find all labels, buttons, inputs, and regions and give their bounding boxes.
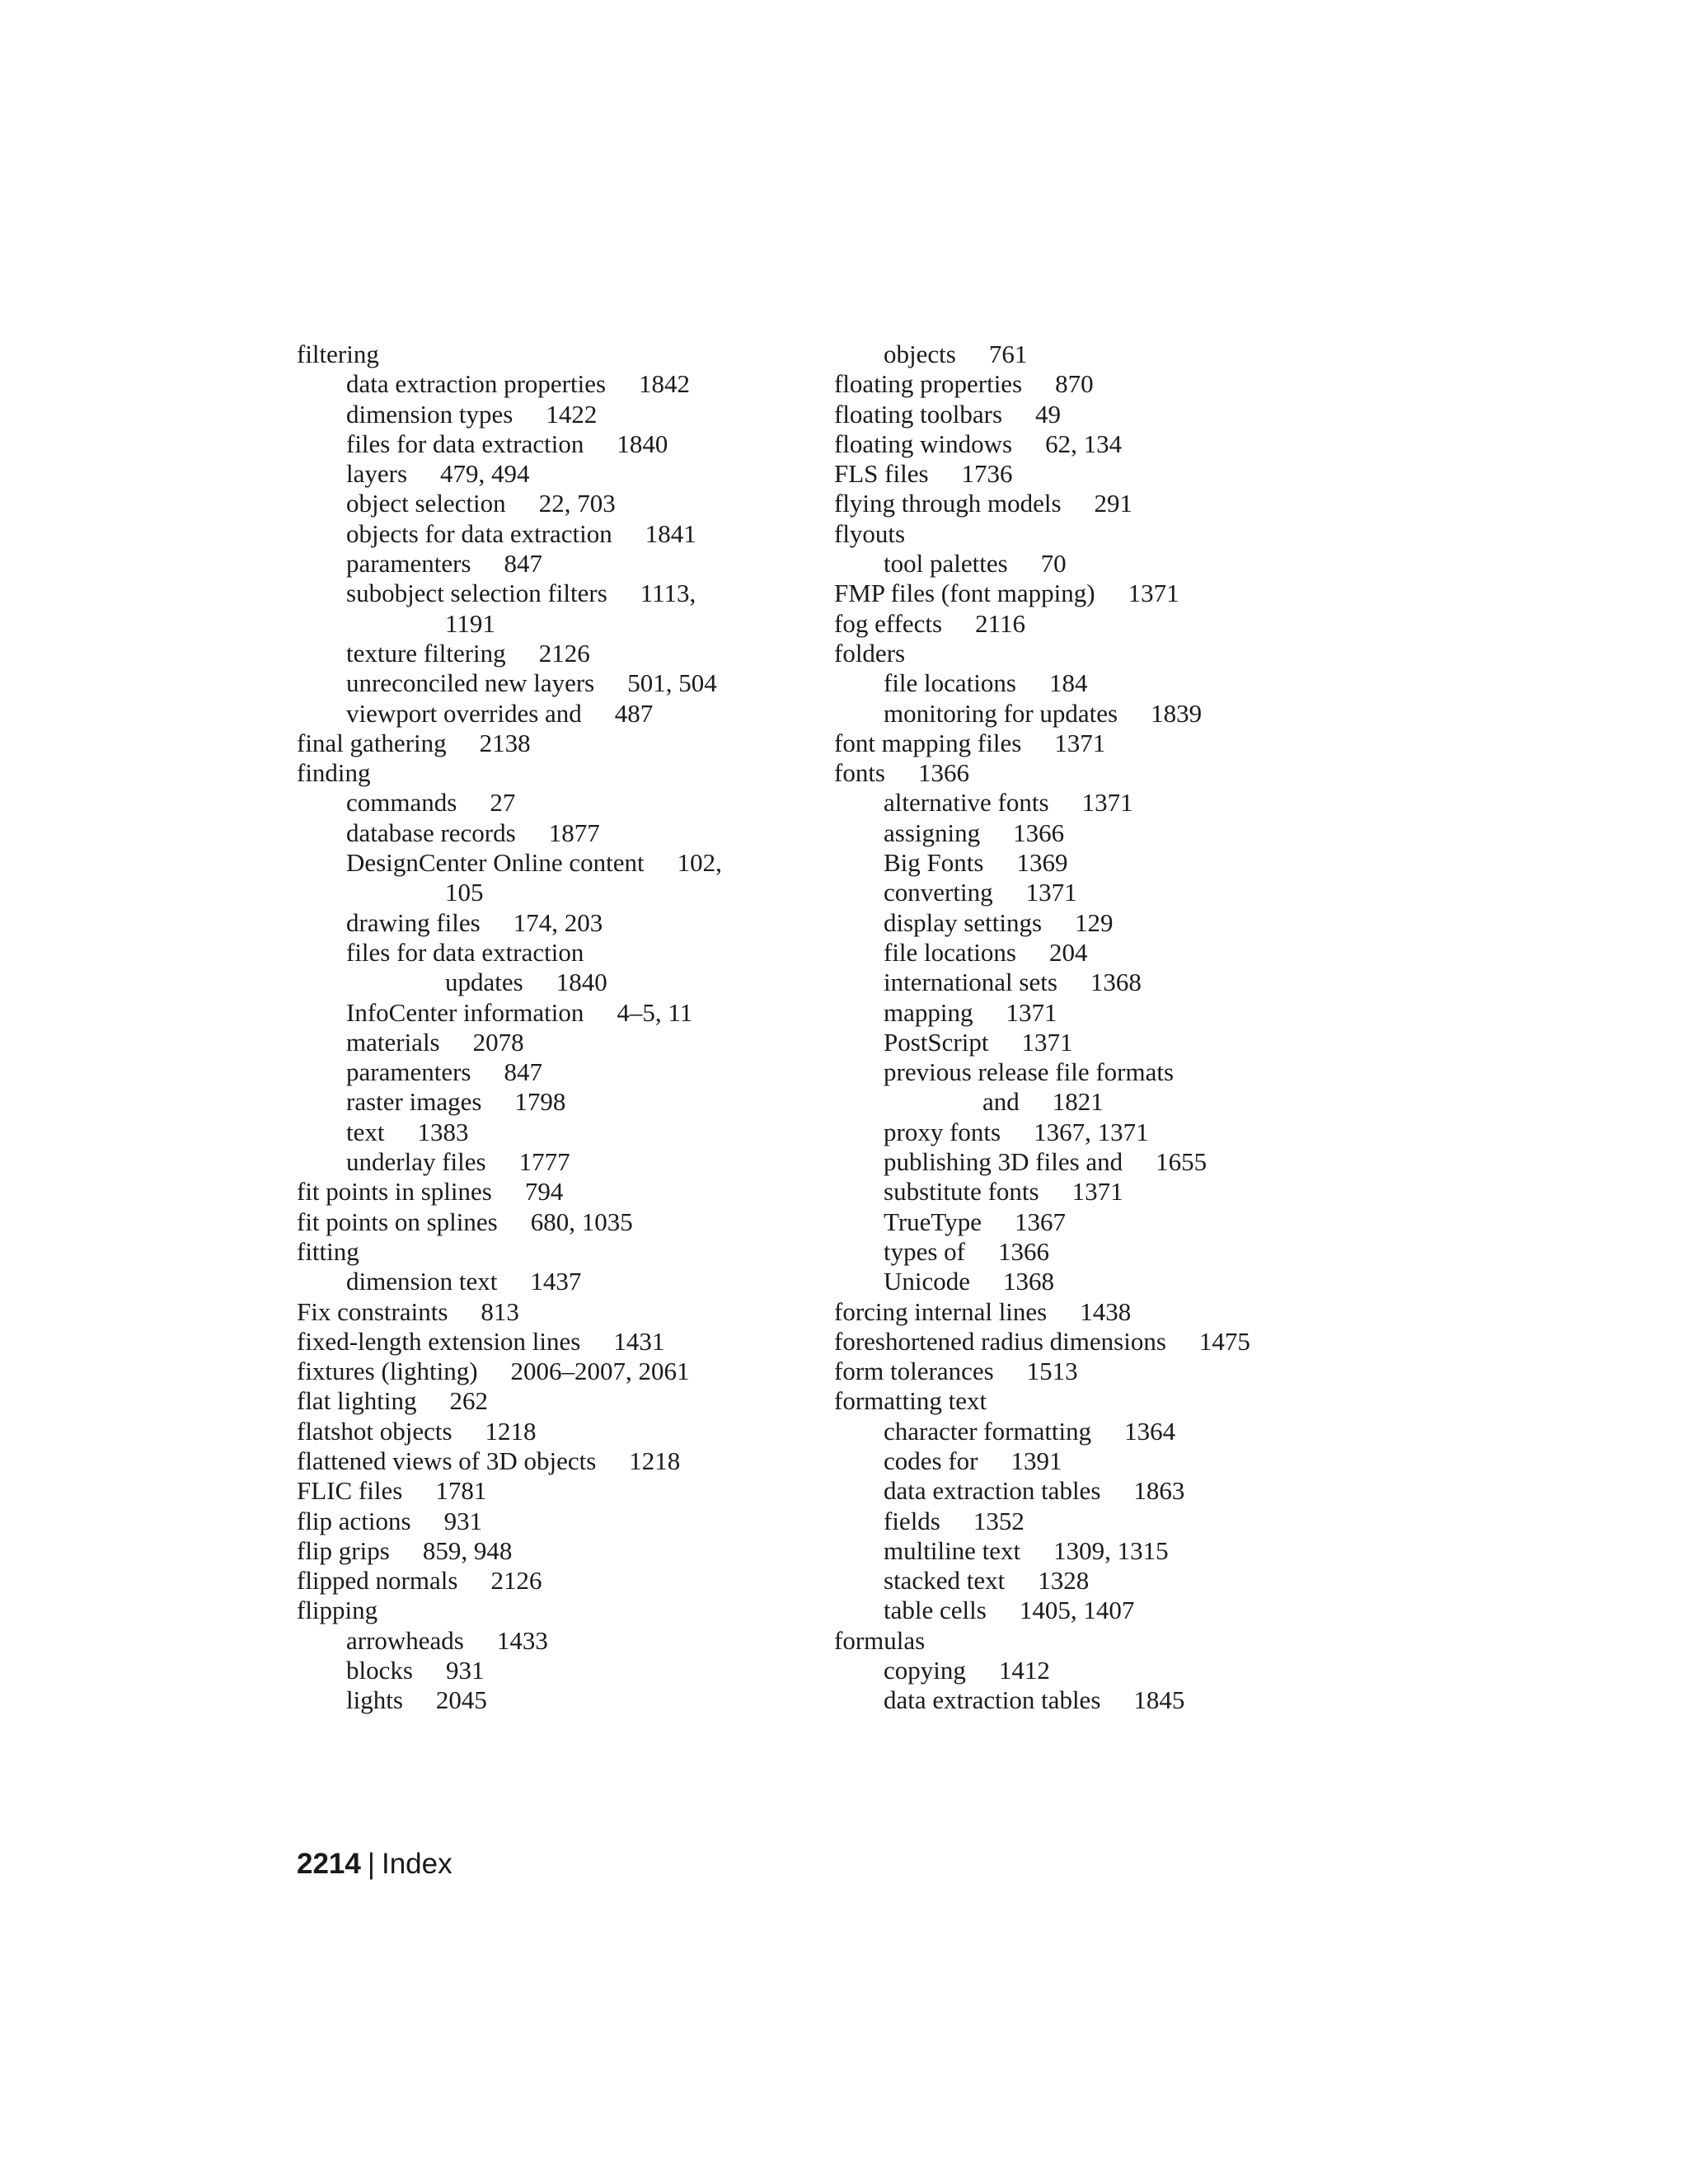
index-term: Unicode [884, 1267, 971, 1296]
index-page-refs: 870 [1055, 369, 1094, 399]
index-term: fields [884, 1506, 940, 1535]
index-term: fixtures (lighting) [297, 1357, 478, 1386]
index-term: monitoring for updates [884, 698, 1118, 728]
index-term: FLS files [834, 459, 929, 489]
index-entry [834, 788, 1370, 818]
index-entry [297, 400, 791, 429]
index-page-refs: 2138 [479, 728, 531, 757]
index-entry [297, 729, 791, 758]
index-term: multiline text [884, 1535, 1021, 1565]
index-entry [834, 968, 1370, 997]
index-page-refs: 931 [443, 1506, 483, 1535]
index-page-refs: 1842 [639, 369, 691, 399]
index-term: flying through models [834, 489, 1062, 518]
index-page-refs: 1368 [1003, 1267, 1055, 1296]
index-term: updates [445, 968, 523, 997]
index-entry [834, 1507, 1370, 1536]
index-column-right [834, 340, 1370, 1716]
index-page-refs: 1798 [514, 1087, 566, 1117]
index-page-refs: 1781 [435, 1476, 487, 1506]
index-term: viewport overrides and [346, 698, 582, 728]
index-term: underlay files [346, 1147, 486, 1177]
index-term: converting [884, 878, 993, 907]
index-page-refs: 291 [1094, 489, 1133, 518]
index-page-refs: 1405, 1407 [1019, 1596, 1135, 1625]
index-term: text [346, 1117, 385, 1146]
index-page-refs: 27 [490, 788, 516, 818]
index-page-refs: 1736 [961, 459, 1013, 489]
index-entry [297, 519, 791, 549]
index-page-refs: 2045 [435, 1685, 487, 1715]
index-term: DesignCenter Online content [346, 848, 645, 878]
index-page-refs: 1433 [496, 1625, 548, 1655]
index-term: object selection [346, 489, 506, 518]
index-page-refs: 2006–2007, 2061 [510, 1357, 690, 1386]
index-entry [834, 1566, 1370, 1596]
index-page-refs: 262 [449, 1386, 489, 1416]
index-term: file locations [884, 937, 1016, 967]
index-page-refs: 1113, [640, 579, 696, 608]
index-entry [834, 1237, 1370, 1267]
index-entry [297, 818, 791, 848]
index-entry [297, 340, 791, 369]
index-page-refs: 1371 [1054, 728, 1106, 757]
index-entry [834, 1626, 1370, 1656]
page-footer [297, 1848, 452, 1881]
index-term: alternative fonts [884, 788, 1049, 818]
index-term: commands [346, 788, 457, 818]
index-page-refs: 2078 [472, 1027, 524, 1057]
index-term: PostScript [884, 1027, 989, 1057]
index-entry [834, 699, 1370, 729]
index-entry [297, 459, 791, 489]
index-entry [834, 1177, 1370, 1207]
index-page-refs: 1839 [1151, 698, 1203, 728]
index-page-refs: 1367, 1371 [1034, 1117, 1149, 1146]
index-entry [297, 1685, 791, 1715]
index-page-refs: 1191 [445, 608, 495, 638]
index-entry [297, 1327, 791, 1357]
index-page-refs: 1513 [1026, 1357, 1078, 1386]
index-term: dimension types [346, 399, 513, 429]
index-page-refs: 22, 703 [538, 489, 616, 518]
index-page-refs: 1438 [1080, 1296, 1132, 1326]
index-term: dimension text [346, 1267, 498, 1296]
index-page-refs: 1863 [1133, 1476, 1185, 1506]
index-term: Big Fonts [884, 848, 984, 878]
index-page-refs: 1218 [485, 1416, 537, 1446]
index-entry [834, 1147, 1370, 1177]
index-term: data extraction tables [884, 1685, 1101, 1715]
index-term: file locations [884, 668, 1016, 698]
index-term: flattened views of 3D objects [297, 1446, 597, 1475]
index-term: fit points on splines [297, 1207, 498, 1236]
index-page-refs: 1412 [998, 1656, 1050, 1685]
index-term: copying [884, 1656, 966, 1685]
index-term: and [982, 1087, 1020, 1117]
index-term: FMP files (font mapping) [834, 579, 1095, 608]
index-entry [297, 1267, 791, 1296]
index-entry [297, 1087, 791, 1117]
index-page-refs: 1367 [1014, 1207, 1066, 1236]
index-term: unreconciled new layers [346, 668, 595, 698]
index-page-refs: 102, [677, 848, 722, 878]
index-page-refs: 1845 [1133, 1685, 1185, 1715]
index-page-refs: 1309, 1315 [1053, 1535, 1169, 1565]
index-entry [834, 1207, 1370, 1237]
index-entry [834, 369, 1370, 399]
index-term: TrueType [884, 1207, 982, 1236]
index-entry [297, 1057, 791, 1087]
index-entry [834, 459, 1370, 489]
index-entry [297, 609, 791, 639]
index-entry [297, 788, 791, 818]
index-page-refs: 859, 948 [422, 1535, 513, 1565]
index-term: assigning [884, 818, 981, 847]
index-term: materials [346, 1027, 440, 1057]
index-term: folders [834, 638, 906, 668]
index-entry [834, 1087, 1370, 1117]
index-entry [834, 1446, 1370, 1476]
index-page-refs: 49 [1035, 399, 1062, 429]
index-term: publishing 3D files and [884, 1147, 1123, 1177]
index-entry [297, 1177, 791, 1207]
index-entry [297, 758, 791, 788]
index-page-refs: 1371 [1025, 878, 1077, 907]
index-term: codes for [884, 1446, 978, 1475]
index-term: final gathering [297, 728, 447, 757]
index-page-refs: 1218 [629, 1446, 681, 1475]
index-term: proxy fonts [884, 1117, 1001, 1146]
index-term: files for data extraction [346, 429, 584, 458]
index-entry [834, 1536, 1370, 1566]
index-page-refs: 1655 [1156, 1147, 1207, 1177]
index-page-refs: 680, 1035 [530, 1207, 633, 1236]
index-entry [834, 758, 1370, 788]
index-term: flatshot objects [297, 1416, 452, 1446]
index-page-refs: 1431 [613, 1326, 665, 1356]
index-entry [297, 908, 791, 938]
index-entry [297, 1147, 791, 1177]
index-term: table cells [884, 1596, 987, 1625]
index-term: objects [884, 340, 956, 368]
index-entry [834, 340, 1370, 369]
index-page-refs: 1368 [1090, 968, 1142, 997]
index-column-left [297, 340, 791, 1716]
index-term: InfoCenter information [346, 997, 584, 1027]
index-term: objects for data extraction [346, 518, 612, 548]
index-term: substitute fonts [884, 1177, 1039, 1207]
index-term: drawing files [346, 907, 481, 937]
index-page-refs: 847 [504, 1057, 542, 1087]
index-entry [834, 729, 1370, 758]
index-term: fonts [834, 758, 885, 788]
index-term: fitting [297, 1236, 359, 1266]
index-entry [297, 1566, 791, 1596]
index-term: FLIC files [297, 1476, 403, 1506]
index-entry [297, 489, 791, 518]
index-term: layers [346, 459, 408, 489]
index-page-refs: 761 [988, 340, 1028, 368]
index-term: database records [346, 818, 516, 847]
index-page-refs: 1371 [1081, 788, 1133, 818]
index-term: formatting text [834, 1386, 987, 1416]
index-page-refs: 204 [1048, 937, 1088, 967]
index-page-refs: 1391 [1010, 1446, 1062, 1475]
index-entry [834, 1596, 1370, 1625]
index-term: raster images [346, 1087, 482, 1117]
index-page-refs: 847 [504, 549, 542, 579]
index-term: international sets [884, 968, 1057, 997]
index-entry [834, 579, 1370, 608]
index-page-refs: 1366 [1013, 818, 1065, 847]
index-term: arrowheads [346, 1625, 464, 1655]
index-page-refs: 184 [1048, 668, 1088, 698]
index-entry [297, 878, 791, 907]
index-entry [834, 1118, 1370, 1147]
index-page-refs: 174, 203 [513, 907, 603, 937]
index-entry [834, 1327, 1370, 1357]
index-term: paramenters [346, 549, 471, 579]
index-entry [834, 848, 1370, 878]
index-term: Fix constraints [297, 1296, 448, 1326]
index-term: flipped normals [297, 1566, 458, 1596]
index-page-refs: 813 [481, 1296, 519, 1326]
index-page-refs: 1422 [546, 399, 598, 429]
index-entry [834, 998, 1370, 1028]
index-term: foreshortened radius dimensions [834, 1326, 1166, 1356]
index-term: font mapping files [834, 728, 1022, 757]
index-entry [834, 818, 1370, 848]
index-term: filtering [297, 340, 379, 368]
index-page-refs: 1840 [617, 429, 668, 458]
index-entry [297, 1507, 791, 1536]
index-entry [297, 369, 791, 399]
index-entry [834, 639, 1370, 668]
index-term: tool palettes [884, 549, 1008, 579]
index-entry [834, 1267, 1370, 1296]
index-term: form tolerances [834, 1357, 994, 1386]
index-entry [297, 1446, 791, 1476]
index-entry [297, 1207, 791, 1237]
index-entry [297, 429, 791, 459]
index-page-refs: 1821 [1052, 1087, 1104, 1117]
index-entry [297, 549, 791, 579]
index-term: flat lighting [297, 1386, 417, 1416]
index-term: stacked text [884, 1566, 1006, 1596]
index-entry [834, 1656, 1370, 1685]
index-page-refs: 2126 [538, 638, 590, 668]
index-entry [834, 519, 1370, 549]
index-term: display settings [884, 907, 1043, 937]
index-entry [834, 938, 1370, 968]
index-term: fit points in splines [297, 1177, 492, 1207]
index-page-refs: 479, 494 [440, 459, 530, 489]
index-page-refs: 501, 504 [627, 668, 717, 698]
index-entry [834, 429, 1370, 459]
index-page-refs: 1366 [918, 758, 969, 788]
index-entry [297, 1118, 791, 1147]
index-term: data extraction properties [346, 369, 607, 399]
index-term: mapping [884, 997, 973, 1027]
index-entry [834, 1685, 1370, 1715]
index-term: flip grips [297, 1535, 390, 1565]
index-entry [297, 1386, 791, 1416]
section-name: Index [381, 1848, 452, 1880]
index-page-refs: 1364 [1124, 1416, 1176, 1446]
index-term: finding [297, 758, 371, 788]
index-entry [297, 639, 791, 668]
index-entry [834, 668, 1370, 698]
index-page-refs: 1371 [1006, 997, 1057, 1027]
index-term: floating properties [834, 369, 1023, 399]
index-entry [297, 1028, 791, 1057]
index-entry [297, 1297, 791, 1327]
index-page-refs: 1877 [548, 818, 600, 847]
index-page-refs: 62, 134 [1045, 429, 1123, 458]
index-entry [834, 1357, 1370, 1386]
index-page-refs: 1437 [530, 1267, 582, 1296]
index-page-refs: 1371 [1128, 579, 1179, 608]
index-entry [297, 1237, 791, 1267]
index-entry [834, 878, 1370, 907]
footer-separator: | [367, 1848, 375, 1880]
index-page-refs: 1328 [1038, 1566, 1090, 1596]
index-page-refs: 487 [614, 698, 654, 728]
index-entry [834, 1297, 1370, 1327]
index-term: types of [884, 1236, 966, 1266]
index-page-refs: 70 [1040, 549, 1067, 579]
index-entry [297, 699, 791, 729]
index-page-refs: 129 [1075, 907, 1114, 937]
index-term: forcing internal lines [834, 1296, 1048, 1326]
index-entry [834, 1417, 1370, 1446]
index-page-refs: 105 [445, 878, 484, 907]
index-term: flipping [297, 1596, 378, 1625]
index-page-refs: 931 [445, 1656, 485, 1685]
index-term: paramenters [346, 1057, 471, 1087]
index-term: flyouts [834, 518, 906, 548]
index-term: data extraction tables [884, 1476, 1101, 1506]
index-entry [834, 609, 1370, 639]
index-page-refs: 2116 [975, 608, 1025, 638]
index-entry [297, 579, 791, 608]
index-entry [834, 400, 1370, 429]
index-page-refs: 1371 [1021, 1027, 1073, 1057]
index-term: fog effects [834, 608, 943, 638]
index-entry [297, 1536, 791, 1566]
index-entry [834, 1386, 1370, 1416]
index-term: previous release file formats [884, 1057, 1175, 1087]
index-term: character formatting [884, 1416, 1092, 1446]
index-page-refs: 1369 [1016, 848, 1068, 878]
index-entry [297, 1656, 791, 1685]
index-entry [297, 1476, 791, 1506]
index-entry [297, 998, 791, 1028]
index-entry [834, 1476, 1370, 1506]
index-entry [834, 549, 1370, 579]
index-entry [297, 968, 791, 997]
index-page-refs: 1475 [1198, 1326, 1250, 1356]
index-page-refs: 1840 [556, 968, 607, 997]
index-entry [834, 489, 1370, 518]
index-page-refs: 1777 [518, 1147, 570, 1177]
index-term: fixed-length extension lines [297, 1326, 581, 1356]
index-entry [297, 668, 791, 698]
index-entry [834, 1028, 1370, 1057]
index-page-refs: 2126 [490, 1566, 542, 1596]
index-entry [297, 1626, 791, 1656]
index-term: files for data extraction [346, 937, 584, 967]
index-term: formulas [834, 1625, 926, 1655]
index-entry [834, 908, 1370, 938]
index-entry [297, 1357, 791, 1386]
index-entry [297, 938, 791, 968]
index-page-refs: 794 [524, 1177, 564, 1207]
index-term: floating windows [834, 429, 1013, 458]
index-page-refs: 4–5, 11 [617, 997, 693, 1027]
index-entry [297, 1417, 791, 1446]
index-term: floating toolbars [834, 399, 1003, 429]
index-term: flip actions [297, 1506, 411, 1535]
index-term: blocks [346, 1656, 413, 1685]
index-page-refs: 1371 [1071, 1177, 1123, 1207]
index-term: texture filtering [346, 638, 506, 668]
index-term: subobject selection filters [346, 579, 607, 608]
index-page-refs: 1383 [417, 1117, 469, 1146]
index-entry [834, 1057, 1370, 1087]
index-page-refs: 1352 [973, 1506, 1025, 1535]
index-term: lights [346, 1685, 403, 1715]
index-entry [297, 1596, 791, 1625]
index-page-refs: 1841 [645, 518, 696, 548]
index-page-refs: 1366 [998, 1236, 1050, 1266]
page-number: 2214 [297, 1848, 361, 1880]
index-entry [297, 848, 791, 878]
